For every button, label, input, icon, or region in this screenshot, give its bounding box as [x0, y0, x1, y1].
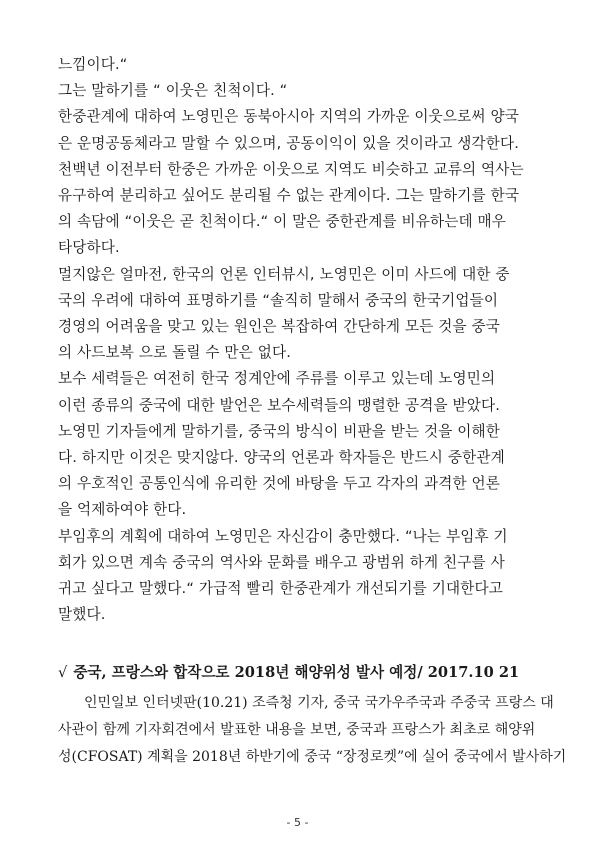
article-body [58, 52, 536, 628]
paragraph [58, 262, 536, 367]
page-number: - 5 - [286, 816, 309, 829]
text-line: 의 우호적인 공통인식에 유리한 것에 바탕을 두고 각자의 과격한 언론 [58, 475, 501, 493]
text-line: 부임후의 계획에 대하여 노영민은 자신감이 충만했다. “나는 부임후 기 [58, 527, 508, 545]
news-section [58, 660, 567, 771]
text-line: 의 사드보복 으로 돌릴 수 만은 없다. [58, 344, 291, 362]
section-title: 중국, 프랑스와 합작으로 2018년 해양위성 발사 예정/ 2017.10 21 [73, 664, 520, 681]
text-line: 경영의 어려움을 맞고 있는 원인은 복잡하여 간단하게 모든 것을 중국 [58, 318, 501, 336]
text-line: 말했다. [58, 606, 106, 624]
paragraph [58, 52, 536, 78]
text-line: 다. 하지만 이것은 맞지않다. 양국의 언론과 학자들은 반드시 중한관계 [58, 449, 505, 467]
text-line: 멀지않은 얼마전, 한국의 언론 인터뷰시, 노영민은 이미 사드에 대한 중 [58, 265, 510, 283]
text-line: 성(CFOSAT) 계획을 2018년 하반기에 중국 “장정로켓”에 실어 중국에서 발사하기 [58, 749, 567, 765]
paragraph [58, 366, 536, 418]
paragraph [58, 157, 536, 262]
text-line: 유구하여 분리하고 싶어도 분리될 수 없는 관계이다. 그는 말하기를 한국 [58, 187, 520, 205]
text-line: 인민일보 인터넷판(10.21) 조즉청 기자, 중국 국가우주국과 주중국 프랑스 대 [84, 695, 554, 711]
text-line: 을 억제하여야 한다. [58, 501, 187, 519]
text-line: 귀고 싶다고 말했다.“ 가급적 빨리 한중관계가 개선되기를 기대한다고 [58, 580, 503, 598]
text-line: 이런 종류의 중국에 대한 발언은 보수세력들의 맹렬한 공격을 받았다. [58, 396, 501, 414]
text-line: 느낌이다.“ [58, 56, 128, 73]
text-line: 한중관계에 대하여 노영민은 동북아시아 지역의 가까운 이웃으로써 양국 [58, 108, 519, 126]
paragraph [58, 78, 536, 104]
text-line: 사관이 함께 기자회견에서 발표한 내용을 보면, 중국과 프랑스가 최초로 해양위 [58, 722, 536, 738]
text-line: 천백년 이전부터 한중은 가까운 이웃으로 지역도 비슷하고 교류의 역사는 [58, 160, 524, 178]
text-line: 타당하다. [58, 239, 120, 257]
check-mark-icon: √ [58, 664, 68, 681]
section-body [58, 690, 567, 771]
text-line: 은 운명공동체라고 말할 수 있으며, 공동이익이 있을 것이라고 생각한다. [58, 134, 520, 152]
text-line: 노영민 기자들에게 말하기를, 중국의 방식이 비판을 받는 것을 이해한 [58, 422, 501, 440]
text-line: 의 속담에 “이웃은 곧 친척이다.“ 이 말은 중한관계를 비유하는데 매우 [58, 213, 506, 231]
paragraph [58, 524, 536, 629]
paragraph [58, 419, 536, 524]
section-heading [58, 660, 536, 686]
text-line: 회가 있으면 계속 중국의 역사와 문화를 배우고 광범위 하게 친구를 사 [58, 553, 505, 571]
text-line: 보수 세력들은 여전히 한국 정계안에 주류를 이루고 있는데 노영민의 [58, 370, 496, 388]
paragraph [58, 104, 536, 156]
text-line: 국의 우려에 대하여 표명하기를 “솔직히 말해서 중국의 한국기업들이 [58, 291, 499, 309]
text-line: 그는 말하기를 “ 이웃은 친척이다. “ [58, 82, 288, 100]
